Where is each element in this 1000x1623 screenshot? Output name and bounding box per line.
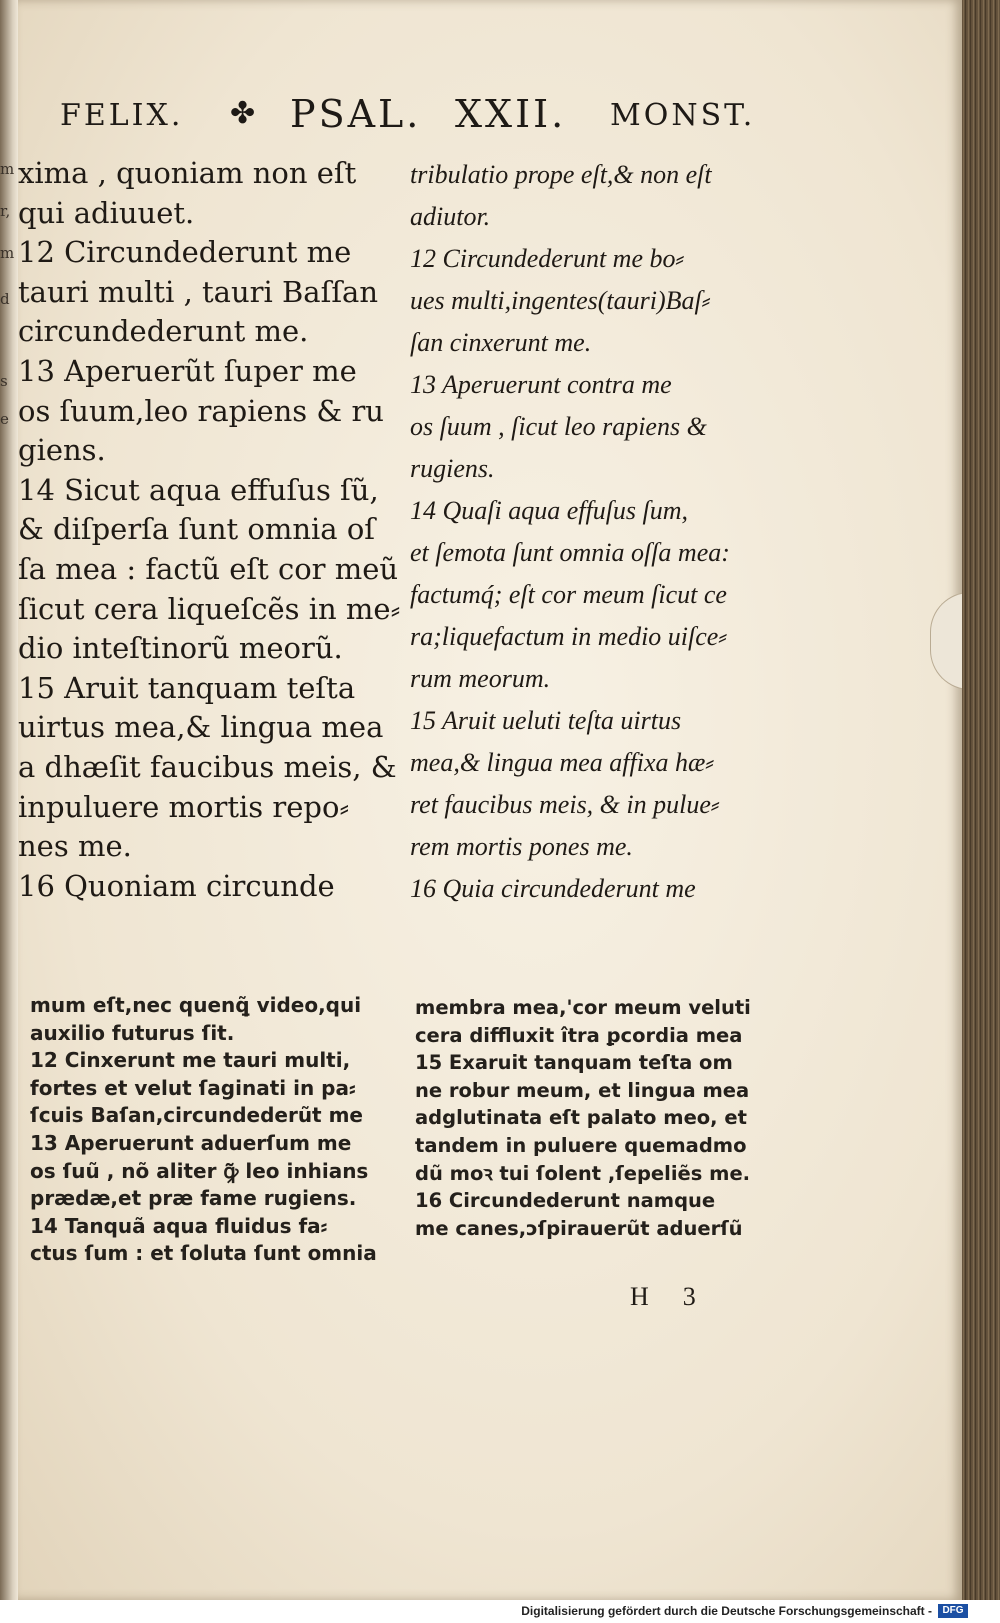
text-line: me canes,ↄſpirauerũt aduerſũ: [415, 1216, 743, 1240]
running-head-psal: PSAL.: [290, 92, 422, 136]
text-line: ſan cinxerunt me.: [410, 328, 592, 357]
text-line: 13 Aperuerũt ſuper me: [18, 353, 357, 388]
text-line: tauri multi , tauri Baſſan: [18, 274, 379, 309]
text-line: ctus ſum : et ſoluta ſunt omnia: [30, 1241, 377, 1266]
text-line: 16 Circundederunt namque: [415, 1189, 716, 1213]
text-line: factumq́; eſt cor meum ſicut ce: [410, 580, 727, 609]
text-line: os ſuũ , nõ aliter ꝙ̃ leo inhians: [30, 1158, 369, 1183]
text-line: 15 Aruit ueluti teſta uirtus: [410, 706, 682, 735]
margin-fragment: e: [0, 410, 9, 428]
text-line: mum eſt,nec quenꝗ̃ video,qui: [30, 993, 362, 1017]
running-head-monst: MONST.: [610, 98, 756, 133]
text-line: ues multi,ingentes(tauri)Baſ⸗: [410, 286, 711, 315]
text-line: et ſemota ſunt omnia oſſa mea:: [410, 538, 730, 567]
text-line: 12 Circundederunt me bo⸗: [410, 244, 685, 273]
text-line: adiutor.: [410, 202, 491, 231]
text-line: giens.: [18, 433, 106, 468]
lower-left-blackletter-text: [30, 992, 377, 1268]
text-line: rugiens.: [410, 454, 495, 483]
running-head-psalm-number: XXII.: [455, 92, 567, 136]
text-line: 16 Quoniam circunde: [18, 868, 335, 903]
text-line: tribulatio prope eſt,& non eſt: [410, 160, 712, 189]
text-line: cera diffluxit îtra ꝑcordia mea: [415, 1023, 743, 1047]
text-line: ſcuis Baſan,circundederũt me: [30, 1103, 363, 1128]
margin-fragment: s: [0, 372, 8, 390]
margin-fragment: r,: [0, 202, 11, 220]
text-line: ne robur meum, et lingua mea: [415, 1078, 750, 1102]
fleuron-ornament-icon: ✤: [230, 96, 259, 131]
text-line: a dhæſit faucibus meis, &: [18, 749, 397, 784]
margin-fragment: m: [0, 244, 15, 262]
running-head: [60, 92, 780, 142]
text-line: 14 Tanquã aqua fluidus fa⸗: [30, 1213, 328, 1238]
digitization-footer: [0, 1600, 1000, 1623]
page-gutter: [0, 0, 18, 1600]
text-line: 12 Circundederunt me: [18, 235, 352, 270]
text-line: dũ moꝛ tui ſolent ,ſepeliẽs me.: [415, 1161, 751, 1185]
running-head-felix: FELIX.: [60, 98, 184, 133]
text-line: qui adiuuet.: [18, 195, 195, 230]
text-line: fortes et velut ſaginati in pa⸗: [30, 1075, 356, 1100]
text-line: 16 Quia circundederunt me: [410, 874, 696, 903]
text-line: inpuluere mortis repo⸗: [18, 789, 350, 824]
text-line: 15 Exaruit tanquam teſta om: [415, 1051, 733, 1075]
text-line: dio inteſtinorũ meorũ.: [18, 631, 343, 666]
text-line: os ſuum , ſicut leo rapiens &: [410, 412, 707, 441]
margin-fragment: m: [0, 160, 15, 178]
text-line: ret faucibus meis, & in pulue⸗: [410, 790, 720, 819]
text-line: ſicut cera liqueſcẽs in me⸗: [18, 591, 401, 626]
left-column-roman-text: [18, 154, 400, 906]
text-line: membra mea,'cor meum veluti: [415, 996, 751, 1019]
text-line: auxilio futurus ſit.: [30, 1020, 235, 1045]
text-line: 15 Aruit tanquam teſta: [18, 670, 356, 705]
text-line: rem mortis pones me.: [410, 832, 633, 861]
text-line: mea,& lingua mea affixa hæ⸗: [410, 748, 715, 777]
funding-notice: Digitalisierung gefördert durch die Deutsche Forschungsgemeinschaft -: [521, 1604, 932, 1618]
text-line: uirtus mea,& lingua mea: [18, 710, 384, 745]
text-line: 14 Quaſi aqua effuſus ſum,: [410, 496, 689, 525]
text-line: xima , quoniam non eſt: [18, 156, 357, 190]
text-line: ra;liquefactum in medio uiſce⸗: [410, 622, 727, 651]
signature-letter: H: [630, 1282, 649, 1311]
text-line: adglutinata eſt palato meo, et: [415, 1106, 747, 1130]
text-line: tandem in puluere quemadmo: [415, 1133, 747, 1157]
text-line: 14 Sicut aqua effuſus ſũ,: [18, 472, 379, 507]
text-line: circundederunt me.: [18, 314, 309, 349]
text-line: rum meorum.: [410, 664, 551, 693]
text-line: os ſuum,leo rapiens & ru: [18, 393, 384, 428]
book-fore-edge: [962, 0, 1000, 1600]
text-line: prædæ,et præ fame rugiens.: [30, 1186, 357, 1211]
text-line: ſa mea : factũ eſt cor meũ: [18, 551, 399, 586]
text-line: 13 Aperuerunt aduerſum me: [30, 1130, 352, 1155]
dfg-logo: DFG: [938, 1604, 968, 1618]
text-line: 12 Cinxerunt me tauri multi,: [30, 1048, 351, 1073]
margin-fragment: d: [0, 290, 10, 308]
signature-mark: [630, 1282, 730, 1312]
text-line: nes me.: [18, 829, 132, 864]
right-column-italic-text: [410, 154, 730, 910]
signature-number: 3: [682, 1282, 696, 1311]
text-line: & diſperſa ſunt omnia oſ: [18, 512, 376, 547]
lower-right-blackletter-text: [415, 994, 751, 1242]
text-line: 13 Aperuerunt contra me: [410, 370, 672, 399]
